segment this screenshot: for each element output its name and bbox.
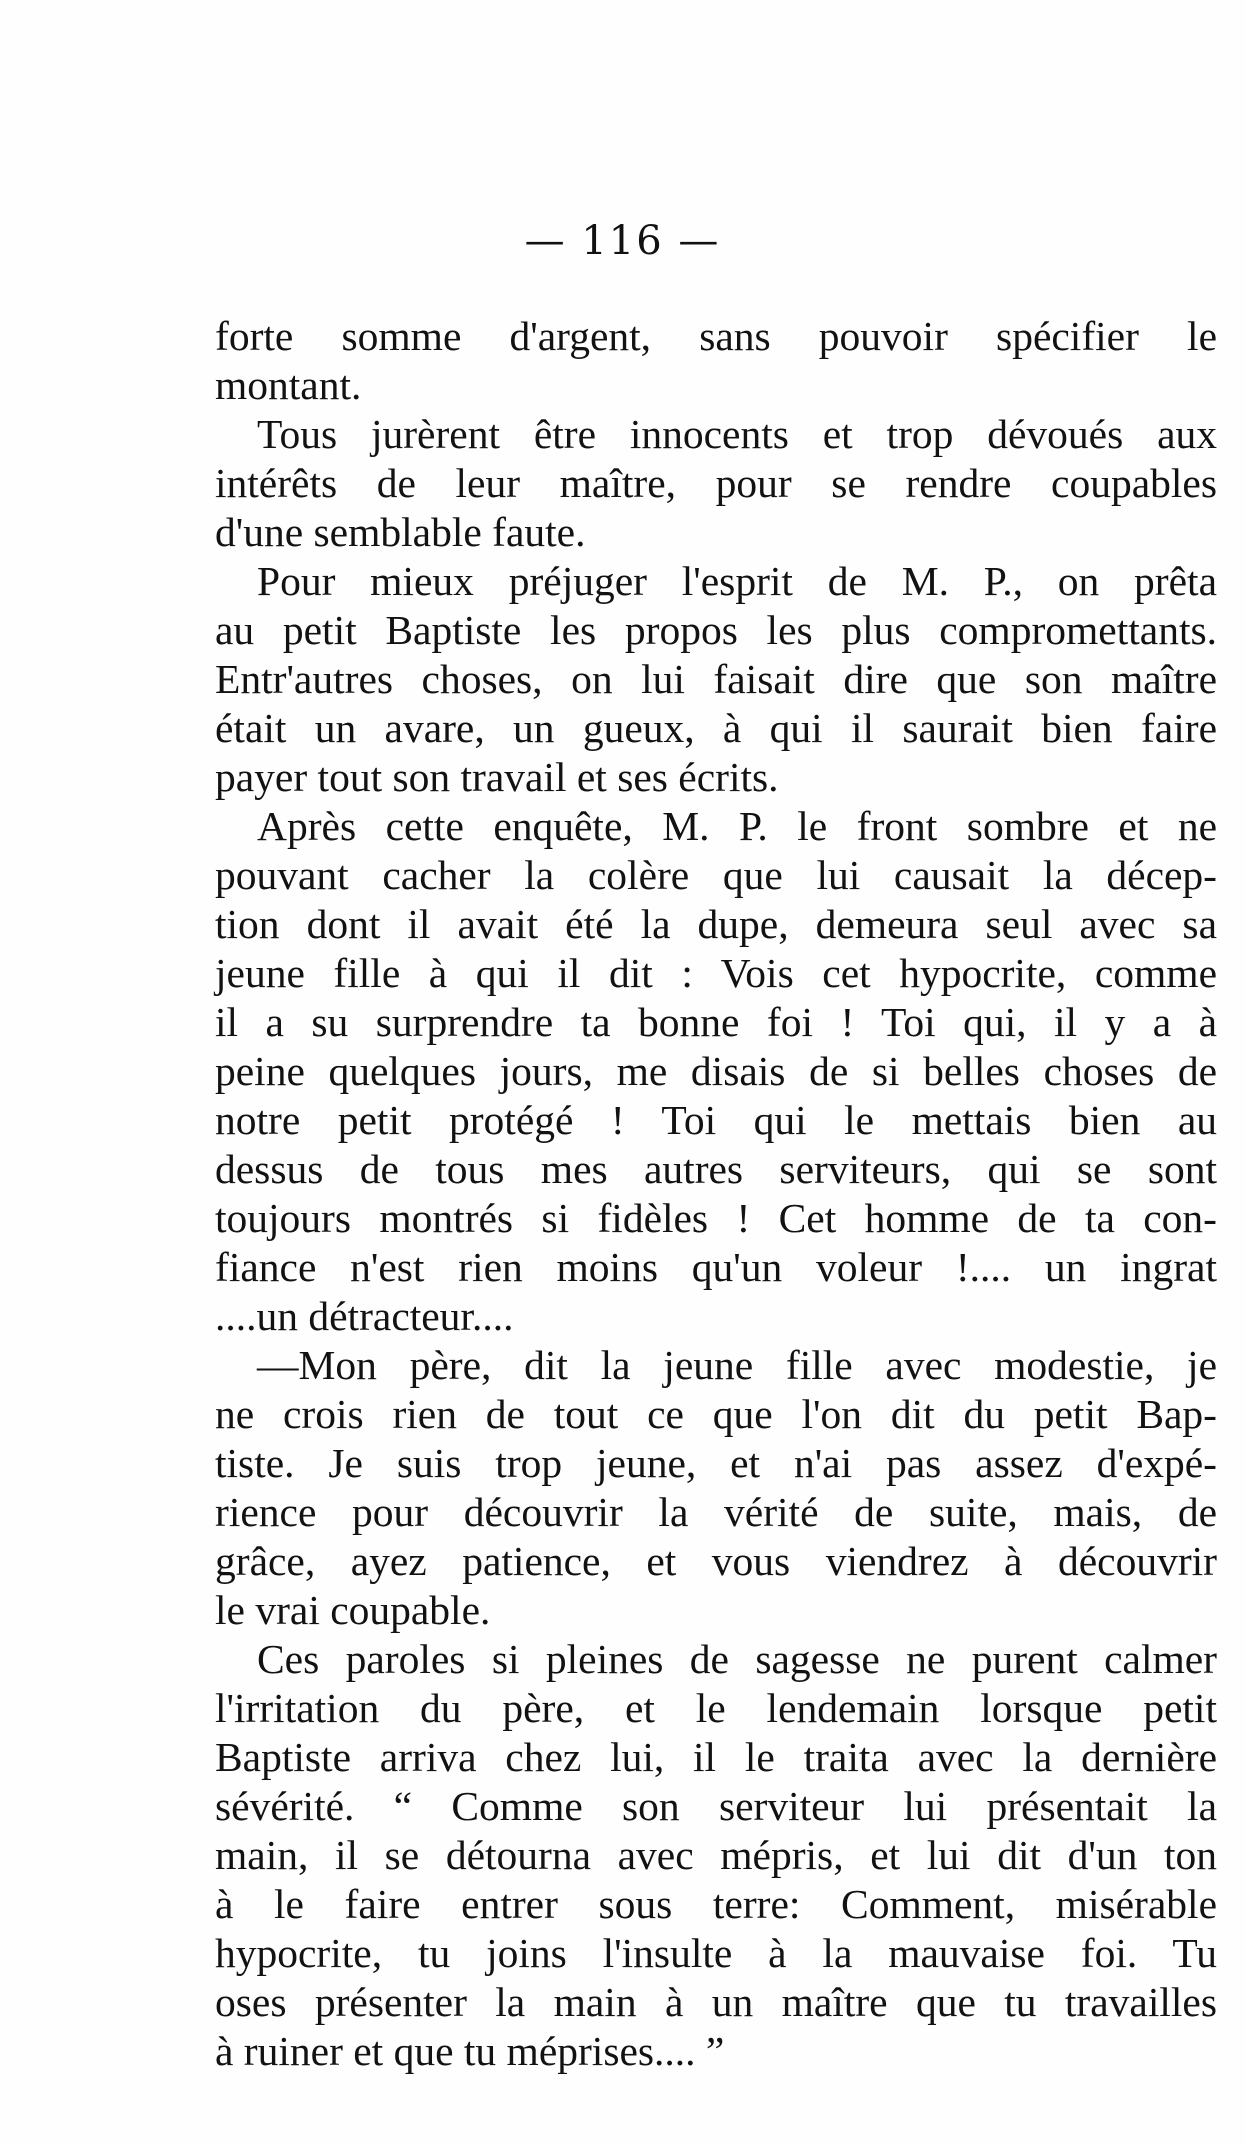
body-text	[215, 312, 1217, 2076]
text-line: intérêts de leur maître, pour se rendre coupables	[215, 460, 1217, 506]
text-line: Pour mieux préjuger l'esprit de M. P., on prêta	[257, 558, 1217, 604]
text-line: Entr'autres choses, on lui faisait dire que son maître	[215, 656, 1217, 702]
text-line: forte somme d'argent, sans pouvoir spécifier le	[215, 313, 1217, 359]
text-line: payer tout son travail et ses écrits.	[215, 754, 779, 800]
text-line: tion dont il avait été la dupe, demeura seul avec sa	[215, 901, 1217, 947]
text-line: —Mon père, dit la jeune fille avec modestie, je	[257, 1342, 1217, 1388]
text-line: main, il se détourna avec mépris, et lui dit d'un ton	[215, 1832, 1217, 1878]
text-line: Après cette enquête, M. P. le front sombre et ne	[257, 803, 1217, 849]
text-line: au petit Baptiste les propos les plus compromettants.	[215, 607, 1217, 653]
text-line: ....un détracteur....	[215, 1293, 514, 1339]
page-number: — 116 —	[524, 218, 721, 264]
text-line: Baptiste arriva chez lui, il le traita avec la dernière	[215, 1734, 1217, 1780]
text-line: l'irritation du père, et le lendemain lorsque petit	[215, 1685, 1217, 1731]
text-line: tiste. Je suis trop jeune, et n'ai pas assez d'expé-	[215, 1440, 1217, 1486]
text-line: grâce, ayez patience, et vous viendrez à découvrir	[215, 1538, 1217, 1584]
text-line: toujours montrés si fidèles ! Cet homme de ta con-	[215, 1195, 1217, 1241]
text-line: rience pour découvrir la vérité de suite, mais, de	[215, 1489, 1217, 1535]
text-line: jeune fille à qui il dit : Vois cet hypocrite, comme	[215, 950, 1217, 996]
text-line: d'une semblable faute.	[215, 509, 586, 555]
text-line: peine quelques jours, me disais de si belles choses de	[215, 1048, 1217, 1094]
text-line: hypocrite, tu joins l'insulte à la mauvaise foi. Tu	[215, 1930, 1217, 1976]
text-line: Tous jurèrent être innocents et trop dévoués aux	[257, 411, 1217, 457]
text-line: Ces paroles si pleines de sagesse ne purent calmer	[257, 1636, 1217, 1682]
text-line: montant.	[215, 362, 362, 408]
text-line: ne crois rien de tout ce que l'on dit du petit Bap-	[215, 1391, 1217, 1437]
text-line: à ruiner et que tu méprises.... ”	[215, 2028, 725, 2074]
text-line: était un avare, un gueux, à qui il saurait bien faire	[215, 705, 1217, 751]
text-line: il a su surprendre ta bonne foi ! Toi qui, il y a à	[215, 999, 1217, 1045]
text-line: à le faire entrer sous terre: Comment, misérable	[215, 1881, 1217, 1927]
text-line: sévérité. “ Comme son serviteur lui présentait la	[215, 1783, 1217, 1829]
text-line: pouvant cacher la colère que lui causait la décep-	[215, 852, 1217, 898]
text-line: oses présenter la main à un maître que tu travailles	[215, 1979, 1217, 2025]
text-line: fiance n'est rien moins qu'un voleur !.... un ingrat	[215, 1244, 1217, 1290]
text-line: dessus de tous mes autres serviteurs, qui se sont	[215, 1146, 1217, 1192]
text-line: le vrai coupable.	[215, 1587, 491, 1633]
text-line: notre petit protégé ! Toi qui le mettais bien au	[215, 1097, 1217, 1143]
